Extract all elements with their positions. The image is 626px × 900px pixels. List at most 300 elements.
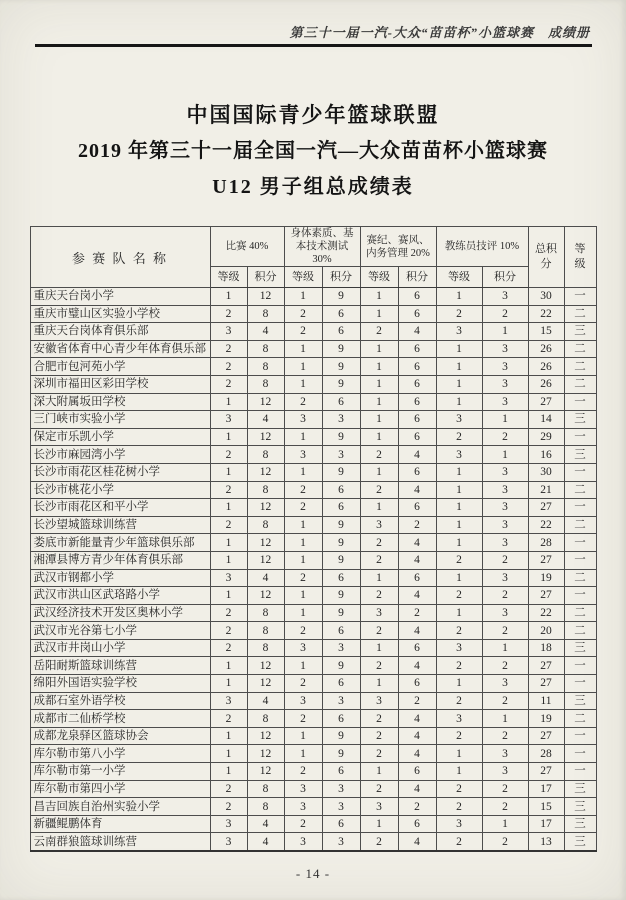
table-row xyxy=(30,358,596,376)
grade-cell-coach: 1 xyxy=(436,745,482,763)
score-cell-match: 12 xyxy=(247,727,284,745)
final-grade-cell: 二 xyxy=(564,710,596,728)
score-cell-physical: 3 xyxy=(322,798,360,816)
team-name-cell: 武汉市光谷第七小学 xyxy=(30,622,210,640)
score-cell-match: 8 xyxy=(247,340,284,358)
grade-cell-coach: 3 xyxy=(436,323,482,341)
final-grade-cell: 一 xyxy=(564,463,596,481)
team-name-cell: 湘潭县博方青少年体育俱乐部 xyxy=(30,551,210,569)
team-name-cell: 长沙市雨花区桂花树小学 xyxy=(30,463,210,481)
score-cell-physical: 9 xyxy=(322,657,360,675)
score-cell-physical: 9 xyxy=(322,463,360,481)
score-cell-match: 12 xyxy=(247,499,284,517)
score-cell-match: 12 xyxy=(247,657,284,675)
score-cell-physical: 3 xyxy=(322,446,360,464)
final-grade-cell: 一 xyxy=(564,534,596,552)
score-cell-coach: 2 xyxy=(482,657,528,675)
grade-cell-physical: 2 xyxy=(284,305,322,323)
final-grade-cell: 一 xyxy=(564,763,596,781)
grade-cell-match: 3 xyxy=(210,692,247,710)
final-grade-cell: 一 xyxy=(564,745,596,763)
score-cell-coach: 1 xyxy=(482,815,528,833)
score-cell-physical: 9 xyxy=(322,516,360,534)
final-grade-cell: 一 xyxy=(564,657,596,675)
table-row xyxy=(30,463,596,481)
grade-cell-physical: 2 xyxy=(284,393,322,411)
score-cell-coach: 1 xyxy=(482,446,528,464)
grade-cell-discipline: 2 xyxy=(360,745,398,763)
score-cell-coach: 3 xyxy=(482,375,528,393)
team-name-cell: 武汉市钢都小学 xyxy=(30,569,210,587)
grade-cell-coach: 1 xyxy=(436,393,482,411)
team-name-cell: 重庆天台岗体育俱乐部 xyxy=(30,323,210,341)
score-cell-physical: 9 xyxy=(322,551,360,569)
team-name-cell: 库尔勒市第八小学 xyxy=(30,745,210,763)
grade-cell-match: 2 xyxy=(210,798,247,816)
score-cell-coach: 3 xyxy=(482,463,528,481)
table-row xyxy=(30,551,596,569)
grade-cell-coach: 1 xyxy=(436,358,482,376)
total-score-cell: 22 xyxy=(528,604,564,622)
grade-cell-coach: 2 xyxy=(436,428,482,446)
team-name-cell: 长沙望城篮球训练营 xyxy=(30,516,210,534)
score-cell-match: 8 xyxy=(247,446,284,464)
final-grade-cell: 三 xyxy=(564,639,596,657)
grade-cell-coach: 2 xyxy=(436,798,482,816)
grade-cell-match: 1 xyxy=(210,428,247,446)
score-cell-discipline: 4 xyxy=(398,481,436,499)
score-cell-coach: 2 xyxy=(482,833,528,851)
table-row xyxy=(30,288,596,306)
score-cell-physical: 6 xyxy=(322,763,360,781)
table-row xyxy=(30,780,596,798)
score-cell-discipline: 2 xyxy=(398,798,436,816)
grade-cell-discipline: 2 xyxy=(360,833,398,851)
score-cell-discipline: 6 xyxy=(398,288,436,306)
grade-cell-physical: 1 xyxy=(284,340,322,358)
score-cell-coach: 2 xyxy=(482,780,528,798)
score-cell-match: 8 xyxy=(247,639,284,657)
total-score-cell: 18 xyxy=(528,639,564,657)
team-name-cell: 成都龙泉驿区篮球协会 xyxy=(30,727,210,745)
score-cell-coach: 1 xyxy=(482,639,528,657)
grade-cell-discipline: 1 xyxy=(360,358,398,376)
total-score-cell: 20 xyxy=(528,622,564,640)
table-row xyxy=(30,710,596,728)
grade-cell-discipline: 1 xyxy=(360,393,398,411)
score-cell-coach: 3 xyxy=(482,393,528,411)
score-cell-match: 12 xyxy=(247,534,284,552)
score-cell-physical: 9 xyxy=(322,727,360,745)
score-cell-discipline: 6 xyxy=(398,411,436,429)
score-cell-physical: 6 xyxy=(322,499,360,517)
table-row xyxy=(30,516,596,534)
grade-cell-physical: 1 xyxy=(284,604,322,622)
subheader-grade-3: 等级 xyxy=(360,267,398,288)
final-grade-cell: 二 xyxy=(564,358,596,376)
column-header-discipline: 赛纪、赛风、内务管理 20% xyxy=(360,227,436,267)
team-name-cell: 库尔勒市第四小学 xyxy=(30,780,210,798)
score-cell-discipline: 2 xyxy=(398,604,436,622)
grade-cell-discipline: 1 xyxy=(360,411,398,429)
score-cell-coach: 3 xyxy=(482,534,528,552)
team-name-cell: 长沙市桃花小学 xyxy=(30,481,210,499)
table-row xyxy=(30,340,596,358)
total-score-cell: 30 xyxy=(528,288,564,306)
score-cell-physical: 9 xyxy=(322,358,360,376)
grade-cell-coach: 2 xyxy=(436,305,482,323)
grade-cell-discipline: 1 xyxy=(360,815,398,833)
grade-cell-physical: 1 xyxy=(284,534,322,552)
total-score-cell: 28 xyxy=(528,745,564,763)
grade-cell-match: 1 xyxy=(210,551,247,569)
grade-cell-discipline: 2 xyxy=(360,481,398,499)
score-cell-coach: 2 xyxy=(482,622,528,640)
total-score-cell: 26 xyxy=(528,358,564,376)
team-name-cell: 昌吉回族自治州实验小学 xyxy=(30,798,210,816)
score-cell-physical: 9 xyxy=(322,428,360,446)
team-name-cell: 深圳市福田区彩田学校 xyxy=(30,375,210,393)
score-cell-discipline: 4 xyxy=(398,446,436,464)
team-name-cell: 岳阳耐斯篮球训练营 xyxy=(30,657,210,675)
table-row xyxy=(30,534,596,552)
total-score-cell: 29 xyxy=(528,428,564,446)
score-cell-match: 8 xyxy=(247,622,284,640)
final-grade-cell: 三 xyxy=(564,780,596,798)
table-row xyxy=(30,604,596,622)
team-name-cell: 三门峡市实验小学 xyxy=(30,411,210,429)
team-name-cell: 长沙市雨花区和平小学 xyxy=(30,499,210,517)
total-score-cell: 27 xyxy=(528,657,564,675)
grade-cell-physical: 1 xyxy=(284,375,322,393)
grade-cell-match: 1 xyxy=(210,393,247,411)
table-row xyxy=(30,323,596,341)
grade-cell-match: 1 xyxy=(210,745,247,763)
grade-cell-physical: 3 xyxy=(284,446,322,464)
grade-cell-coach: 1 xyxy=(436,288,482,306)
total-score-cell: 27 xyxy=(528,675,564,693)
score-cell-coach: 3 xyxy=(482,516,528,534)
grade-cell-discipline: 2 xyxy=(360,323,398,341)
grade-cell-coach: 2 xyxy=(436,551,482,569)
grade-cell-match: 2 xyxy=(210,446,247,464)
grade-cell-physical: 2 xyxy=(284,815,322,833)
grade-cell-match: 1 xyxy=(210,657,247,675)
results-tbody xyxy=(30,288,596,852)
grade-cell-coach: 1 xyxy=(436,569,482,587)
grade-cell-physical: 3 xyxy=(284,833,322,851)
final-grade-cell: 二 xyxy=(564,622,596,640)
grade-cell-coach: 1 xyxy=(436,463,482,481)
table-row xyxy=(30,675,596,693)
grade-cell-physical: 2 xyxy=(284,710,322,728)
grade-cell-discipline: 3 xyxy=(360,798,398,816)
grade-cell-discipline: 1 xyxy=(360,288,398,306)
grade-cell-match: 3 xyxy=(210,833,247,851)
grade-cell-discipline: 2 xyxy=(360,446,398,464)
grade-cell-discipline: 2 xyxy=(360,710,398,728)
grade-cell-discipline: 2 xyxy=(360,727,398,745)
final-grade-cell: 一 xyxy=(564,288,596,306)
total-score-cell: 11 xyxy=(528,692,564,710)
grade-header-text: 等级 xyxy=(574,243,586,270)
grade-cell-discipline: 3 xyxy=(360,604,398,622)
table-header xyxy=(30,227,596,288)
score-cell-match: 4 xyxy=(247,692,284,710)
final-grade-cell: 一 xyxy=(564,551,596,569)
table-row xyxy=(30,745,596,763)
total-score-cell: 27 xyxy=(528,763,564,781)
grade-cell-discipline: 3 xyxy=(360,692,398,710)
grade-cell-match: 3 xyxy=(210,411,247,429)
page-title-organization: 中国国际青少年篮球联盟 xyxy=(186,103,440,127)
total-score-cell: 27 xyxy=(528,551,564,569)
subheader-score-1: 积分 xyxy=(247,267,284,288)
grade-cell-coach: 3 xyxy=(436,639,482,657)
subheader-grade-1: 等级 xyxy=(210,267,247,288)
header-rule xyxy=(35,44,592,47)
grade-cell-discipline: 1 xyxy=(360,639,398,657)
score-cell-match: 12 xyxy=(247,288,284,306)
table-row xyxy=(30,481,596,499)
team-name-cell: 武汉市井岗山小学 xyxy=(30,639,210,657)
score-cell-match: 12 xyxy=(247,551,284,569)
score-cell-discipline: 6 xyxy=(398,569,436,587)
grade-cell-discipline: 1 xyxy=(360,569,398,587)
score-cell-coach: 3 xyxy=(482,604,528,622)
total-score-cell: 26 xyxy=(528,340,564,358)
score-cell-match: 12 xyxy=(247,587,284,605)
grade-cell-discipline: 1 xyxy=(360,763,398,781)
team-name-cell: 长沙市麻园湾小学 xyxy=(30,446,210,464)
grade-cell-match: 2 xyxy=(210,358,247,376)
score-cell-match: 8 xyxy=(247,516,284,534)
total-header-text: 总积分 xyxy=(535,243,557,270)
score-cell-match: 4 xyxy=(247,815,284,833)
grade-cell-match: 1 xyxy=(210,534,247,552)
grade-cell-discipline: 1 xyxy=(360,463,398,481)
grade-cell-physical: 1 xyxy=(284,745,322,763)
grade-cell-coach: 1 xyxy=(436,499,482,517)
table-row xyxy=(30,499,596,517)
grade-cell-match: 2 xyxy=(210,639,247,657)
score-cell-discipline: 4 xyxy=(398,833,436,851)
score-cell-coach: 1 xyxy=(482,323,528,341)
score-cell-discipline: 4 xyxy=(398,727,436,745)
total-score-cell: 27 xyxy=(528,587,564,605)
grade-cell-discipline: 1 xyxy=(360,499,398,517)
table-row xyxy=(30,305,596,323)
final-grade-cell: 一 xyxy=(564,428,596,446)
score-cell-match: 8 xyxy=(247,481,284,499)
grade-cell-physical: 2 xyxy=(284,323,322,341)
table-row xyxy=(30,393,596,411)
final-grade-cell: 三 xyxy=(564,692,596,710)
final-grade-cell: 一 xyxy=(564,727,596,745)
score-cell-discipline: 6 xyxy=(398,428,436,446)
score-cell-physical: 6 xyxy=(322,675,360,693)
total-score-cell: 19 xyxy=(528,569,564,587)
team-name-cell: 重庆市璧山区实验小学校 xyxy=(30,305,210,323)
subheader-grade-4: 等级 xyxy=(436,267,482,288)
table-row xyxy=(30,622,596,640)
score-cell-coach: 3 xyxy=(482,569,528,587)
table-row xyxy=(30,428,596,446)
team-name-cell: 安徽省体育中心青少年体育俱乐部 xyxy=(30,340,210,358)
total-score-cell: 26 xyxy=(528,375,564,393)
grade-cell-discipline: 3 xyxy=(360,516,398,534)
grade-cell-physical: 1 xyxy=(284,657,322,675)
score-cell-physical: 9 xyxy=(322,340,360,358)
table-row xyxy=(30,815,596,833)
grade-cell-coach: 1 xyxy=(436,375,482,393)
score-cell-discipline: 4 xyxy=(398,657,436,675)
score-cell-match: 8 xyxy=(247,358,284,376)
column-header-coach: 教练员技评 10% xyxy=(436,227,528,267)
grade-cell-discipline: 1 xyxy=(360,428,398,446)
grade-cell-physical: 1 xyxy=(284,516,322,534)
score-cell-match: 12 xyxy=(247,763,284,781)
total-score-cell: 27 xyxy=(528,499,564,517)
total-score-cell: 21 xyxy=(528,481,564,499)
score-cell-coach: 3 xyxy=(482,675,528,693)
score-cell-discipline: 6 xyxy=(398,375,436,393)
grade-cell-coach: 1 xyxy=(436,604,482,622)
grade-cell-physical: 3 xyxy=(284,411,322,429)
score-cell-coach: 2 xyxy=(482,798,528,816)
final-grade-cell: 三 xyxy=(564,446,596,464)
grade-cell-coach: 1 xyxy=(436,675,482,693)
grade-cell-physical: 3 xyxy=(284,780,322,798)
grade-cell-physical: 2 xyxy=(284,622,322,640)
total-score-cell: 22 xyxy=(528,305,564,323)
team-name-cell: 重庆天台岗小学 xyxy=(30,288,210,306)
grade-cell-physical: 1 xyxy=(284,463,322,481)
grade-cell-discipline: 1 xyxy=(360,675,398,693)
score-cell-discipline: 2 xyxy=(398,692,436,710)
score-cell-physical: 9 xyxy=(322,587,360,605)
team-name-cell: 深大附属坂田学校 xyxy=(30,393,210,411)
total-score-cell: 19 xyxy=(528,710,564,728)
score-cell-match: 8 xyxy=(247,710,284,728)
team-name-cell: 合肥市包河苑小学 xyxy=(30,358,210,376)
team-name-cell: 云南群狼篮球训练营 xyxy=(30,833,210,851)
table-row xyxy=(30,446,596,464)
score-cell-discipline: 6 xyxy=(398,305,436,323)
grade-cell-match: 2 xyxy=(210,305,247,323)
grade-cell-match: 1 xyxy=(210,763,247,781)
score-cell-coach: 2 xyxy=(482,551,528,569)
grade-cell-coach: 3 xyxy=(436,815,482,833)
total-score-cell: 13 xyxy=(528,833,564,851)
final-grade-cell: 一 xyxy=(564,393,596,411)
team-name-cell: 娄底市新能量青少年篮球俱乐部 xyxy=(30,534,210,552)
total-score-cell: 27 xyxy=(528,727,564,745)
grade-cell-match: 2 xyxy=(210,604,247,622)
table-row xyxy=(30,639,596,657)
subheader-score-4: 积分 xyxy=(482,267,528,288)
grade-cell-match: 1 xyxy=(210,288,247,306)
score-cell-match: 4 xyxy=(247,323,284,341)
grade-cell-match: 3 xyxy=(210,323,247,341)
grade-cell-coach: 2 xyxy=(436,727,482,745)
grade-cell-discipline: 1 xyxy=(360,305,398,323)
table-row xyxy=(30,833,596,851)
column-header-match: 比赛 40% xyxy=(210,227,284,267)
total-score-cell: 16 xyxy=(528,446,564,464)
table-row xyxy=(30,692,596,710)
final-grade-cell: 三 xyxy=(564,833,596,851)
score-cell-discipline: 6 xyxy=(398,499,436,517)
score-cell-coach: 3 xyxy=(482,499,528,517)
team-name-cell: 武汉市洪山区武珞路小学 xyxy=(30,587,210,605)
total-score-cell: 17 xyxy=(528,780,564,798)
score-cell-physical: 3 xyxy=(322,780,360,798)
subheader-score-3: 积分 xyxy=(398,267,436,288)
score-cell-coach: 2 xyxy=(482,692,528,710)
grade-cell-match: 2 xyxy=(210,481,247,499)
score-cell-discipline: 4 xyxy=(398,780,436,798)
team-name-cell: 绵阳外国语实验学校 xyxy=(30,675,210,693)
grade-cell-physical: 2 xyxy=(284,569,322,587)
final-grade-cell: 一 xyxy=(564,499,596,517)
score-cell-physical: 6 xyxy=(322,323,360,341)
final-grade-cell: 一 xyxy=(564,587,596,605)
grade-cell-coach: 2 xyxy=(436,622,482,640)
score-cell-match: 4 xyxy=(247,569,284,587)
table-row xyxy=(30,375,596,393)
table-row xyxy=(30,569,596,587)
table-row xyxy=(30,657,596,675)
score-cell-match: 12 xyxy=(247,745,284,763)
score-cell-match: 8 xyxy=(247,375,284,393)
total-score-cell: 27 xyxy=(528,393,564,411)
grade-cell-match: 2 xyxy=(210,340,247,358)
score-cell-coach: 3 xyxy=(482,358,528,376)
score-cell-physical: 9 xyxy=(322,288,360,306)
score-cell-discipline: 6 xyxy=(398,675,436,693)
grade-cell-discipline: 1 xyxy=(360,375,398,393)
score-cell-physical: 3 xyxy=(322,833,360,851)
grade-cell-discipline: 2 xyxy=(360,780,398,798)
table-row xyxy=(30,587,596,605)
score-cell-discipline: 4 xyxy=(398,622,436,640)
grade-cell-coach: 3 xyxy=(436,710,482,728)
column-header-total xyxy=(528,227,564,288)
score-cell-physical: 6 xyxy=(322,481,360,499)
grade-cell-physical: 1 xyxy=(284,587,322,605)
team-name-cell: 成都石室外语学校 xyxy=(30,692,210,710)
score-cell-coach: 3 xyxy=(482,763,528,781)
score-cell-discipline: 6 xyxy=(398,340,436,358)
score-cell-physical: 6 xyxy=(322,569,360,587)
title-block xyxy=(0,97,626,205)
final-grade-cell: 三 xyxy=(564,323,596,341)
score-cell-discipline: 6 xyxy=(398,639,436,657)
grade-cell-match: 2 xyxy=(210,710,247,728)
subheader-score-2: 积分 xyxy=(322,267,360,288)
score-cell-match: 4 xyxy=(247,833,284,851)
grade-cell-match: 2 xyxy=(210,375,247,393)
score-cell-match: 8 xyxy=(247,798,284,816)
grade-cell-physical: 3 xyxy=(284,639,322,657)
table-row xyxy=(30,411,596,429)
grade-cell-coach: 1 xyxy=(436,340,482,358)
grade-cell-coach: 1 xyxy=(436,516,482,534)
team-name-cell: 保定市乐凯小学 xyxy=(30,428,210,446)
score-cell-discipline: 4 xyxy=(398,551,436,569)
final-grade-cell: 三 xyxy=(564,815,596,833)
